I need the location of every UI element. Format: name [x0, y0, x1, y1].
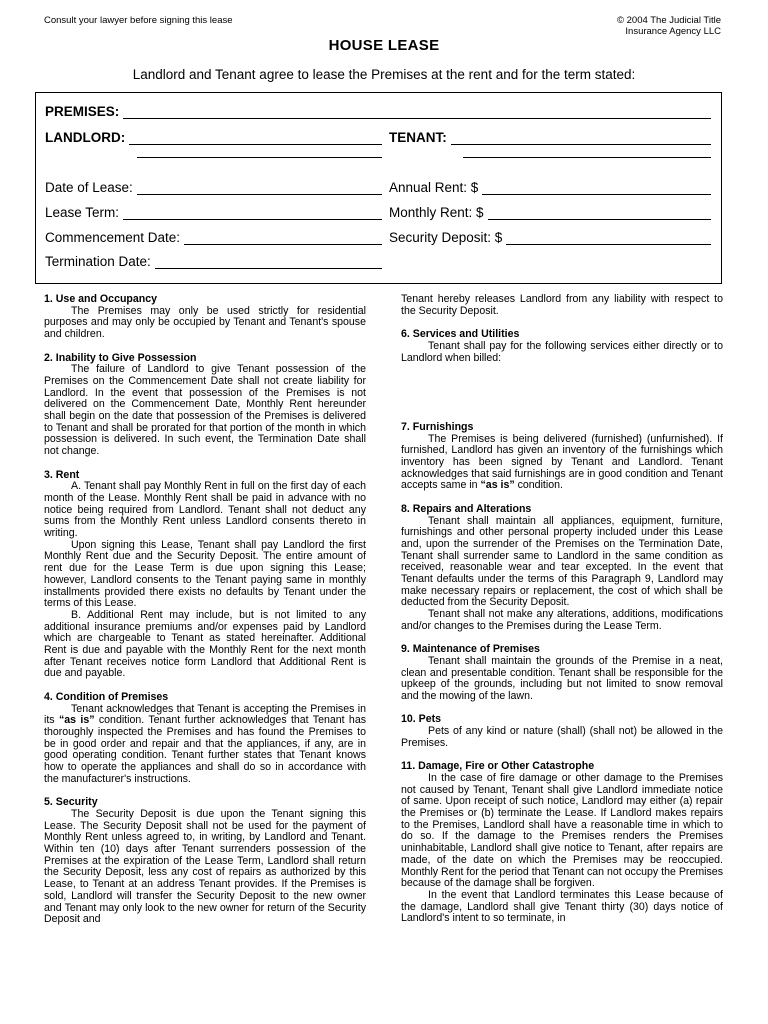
annual-rent-field[interactable] [389, 177, 711, 195]
lawyer-notice: Consult your lawyer before signing this lease [44, 15, 233, 26]
tenant-field[interactable] [389, 127, 711, 145]
section-rent [44, 470, 366, 681]
right-column [401, 294, 723, 937]
section-heading: 6. Services and Utilities [401, 328, 520, 341]
security-deposit-label: Security Deposit: $ [389, 230, 503, 245]
section-text [401, 434, 723, 493]
section-text: In the event that Landlord terminates this Lease because of the damage, Landlord shall give Tenant thirty (30) days notice of Landlord's intent to so terminate, in [401, 888, 723, 925]
section-text [44, 704, 366, 786]
section-heading: 5. Security [44, 796, 98, 809]
section-heading: 9. Maintenance of Premises [401, 643, 540, 656]
section-inability-to-give-possession [44, 353, 366, 458]
commencement-date-field[interactable] [45, 227, 382, 245]
section-services-and-utilities [401, 329, 723, 410]
annual-rent-line[interactable] [482, 179, 711, 195]
section-text: A. Tenant shall pay Monthly Rent in full on the first day of each month of the Lease. Monthly Rent shall be paid in advance with no notice being required from Landlord. Tenant shall not deduct any sums from the Monthly Rent unless Landlord consents thereto in writing. [44, 480, 366, 540]
section-heading: 3. Rent [44, 468, 80, 481]
premises-label: PREMISES: [45, 104, 120, 119]
section-heading: 2. Inability to Give Possession [44, 351, 197, 364]
section-heading: 10. Pets [401, 713, 442, 726]
section-text: Upon signing this Lease, Tenant shall pay Landlord the first Monthly Rent due and the Security Deposit. The entire amount of rent due for the Lease Term is due upon signing this Lease; however, Landlord consents to the Tenant paying same in monthly installments provided there exists no defaults by Tenant under the terms of this Lease. [44, 538, 366, 610]
section-text: In the case of fire damage or other damage to the Premises not caused by Tenant, Tenant shall give Landlord immediate notice of same. Upon receipt of such notice, Landlord may either (a) repair the Premises or (b) terminate the Lease. If Landlord makes repairs to the Premises, Landlord shall have a reasonable time in which to do so. If the damage to the Premises renders the Premises uninhabitable, Landlord shall give notice to Tenant, after repairs are made, of the date on which the Premises may be reoccupied. Monthly Rent for the period that Tenant can not occupy the Premises because of the damage shall be forgiven. [401, 771, 723, 890]
security-deposit-field[interactable] [389, 227, 711, 245]
copyright-notice [617, 15, 721, 37]
section-security [44, 797, 366, 926]
section-text: The Security Deposit is due upon the Tenant signing this Lease. The Security Deposit shall not be used for the payment of Monthly Rent unless agreed to, in writing, by Landlord and Tenant. Within ten (10) days after Tenant surrenders possession of the Premises at the expiration of the Lease Term, Landlord shall return the Security Deposit, less any cost of repairs as authorized by this Lease, to Tenant at an address Tenant provides. If the Premises is sold, Landlord will transfer the Security Deposit to the new owner and Tenant may only look to the new owner for return of the Security Deposit and [44, 807, 366, 926]
section-maintenance-of-premises [401, 644, 723, 703]
termination-date-line[interactable] [155, 253, 382, 269]
monthly-rent-line[interactable] [488, 204, 711, 220]
section-heading: 11. Damage, Fire or Other Catastrophe [401, 760, 595, 773]
section-text: The failure of Landlord to give Tenant possession of the Premises on the Commencement Date shall not create liability for Landlord. In the event that possession of the Premises is not delivered on the Commencement Date, Monthly Rent hereunder shall begin on the date that possession of the Premises is delivered to Tenant and shall be prorated for that portion of the month in which possession is delivered. In such event, the Termination Date shall not change. [44, 363, 366, 458]
section-text: Pets of any kind or nature (shall) (shall not) be allowed in the Premises. [401, 725, 723, 749]
annual-rent-label: Annual Rent: $ [389, 180, 479, 195]
commencement-date-label: Commencement Date: [45, 230, 181, 245]
tenant-line-2[interactable] [463, 156, 711, 158]
tenant-label: TENANT: [389, 130, 447, 145]
landlord-field[interactable] [45, 127, 382, 145]
tenant-line[interactable] [451, 129, 711, 145]
landlord-line-2[interactable] [137, 156, 382, 158]
as-is-emphasis: “as is” [58, 714, 95, 727]
section-heading: 7. Furnishings [401, 420, 474, 433]
section-repairs-and-alterations [401, 504, 723, 633]
section-condition-of-premises [44, 692, 366, 786]
services-blank-area[interactable] [401, 364, 723, 410]
monthly-rent-label: Monthly Rent: $ [389, 205, 484, 220]
lease-term-line[interactable] [123, 204, 382, 220]
date-of-lease-field[interactable] [45, 177, 382, 195]
section-furnishings [401, 422, 723, 492]
section-use-and-occupancy [44, 294, 366, 341]
document-subtitle: Landlord and Tenant agree to lease the Premises at the rent and for the term stated: [132, 67, 636, 82]
lease-term-field[interactable] [45, 202, 382, 220]
termination-date-label: Termination Date: [45, 254, 151, 269]
as-is-emphasis: “as is” [480, 479, 515, 492]
security-deposit-line[interactable] [506, 229, 711, 245]
section-text: Tenant shall maintain the grounds of the Premise in a neat, clean and presentable condition. Tenant shall be responsible for the upkeep of the grounds, including but not limited to snow removal and the mowing of the lawn. [401, 654, 723, 703]
premises-line[interactable] [123, 103, 711, 119]
section-text: B. Additional Rent may include, but is not limited to any additional insurance premiums and/or expenses paid by Landlord which are chargeable to Tenant as stated hereinafter. Additional Rent is due and payable with the Monthly Rent for the next month after Tenant receives notice form Landlord that Additional Rent is due and payable. [44, 608, 366, 680]
landlord-line[interactable] [129, 129, 382, 145]
text-run: Tenant acknowledges that Tenant is accepting the Premises in its [44, 702, 366, 727]
copyright-line-1: © 2004 The Judicial Title [617, 15, 721, 26]
termination-date-field[interactable] [45, 251, 382, 269]
copyright-line-2: Insurance Agency LLC [625, 26, 721, 37]
date-of-lease-line[interactable] [137, 179, 382, 195]
section-text: Tenant hereby releases Landlord from any liability with respect to the Security Deposit. [401, 293, 723, 317]
section-text: Tenant shall maintain all appliances, equipment, furniture, furnishings and other personal property included under this Lease and, upon the surrender of the Premises on the Termination Date, Tenant shall surrender same to Landlord in the same condition as received, reasonable wear and tear excepted. In the event that Tenant defaults under the terms of this Paragraph 9, Landlord may make necessary repairs or replacement, the cost of which shall be deducted from the Security Deposit. [401, 514, 723, 609]
monthly-rent-field[interactable] [389, 202, 711, 220]
landlord-label: LANDLORD: [45, 130, 126, 145]
section-text: The Premises may only be used strictly for residential purposes and may only be occupied by Tenant and Tenant's spouse and children. [44, 304, 366, 341]
section-damage-fire-catastrophe [401, 761, 723, 925]
text-run: condition. [514, 479, 563, 492]
section-security-continued [401, 294, 723, 317]
section-heading: 1. Use and Occupancy [44, 293, 158, 305]
section-text: Tenant shall pay for the following services either directly or to Landlord when billed: [401, 339, 723, 364]
section-heading: 4. Condition of Premises [44, 690, 169, 703]
left-column [44, 294, 366, 938]
section-heading: 8. Repairs and Alterations [401, 502, 532, 515]
premises-field[interactable] [45, 101, 711, 119]
text-run: The Premises is being delivered (furnished) (unfurnished). If furnished, Landlord has given an inventory of the furnishings which inventory has been signed by Tenant and Landlord. Tenant acknowledges that said furnishings are in good condition and Tenant accepts same in [401, 432, 723, 492]
text-run: condition. Tenant further acknowledges that Tenant has thoroughly inspected the Premises and has found the Premises to be in good order and repair and that the appliances, if any, are in good operating condition. Tenant further states that Tenant knows how to operate the appliances and shall do so in accordance with the manufacturer's instructions. [44, 714, 367, 785]
section-pets [401, 714, 723, 749]
section-text: Tenant shall not make any alterations, additions, modifications and/or changes to the Premises during the Lease Term. [401, 608, 723, 632]
date-of-lease-label: Date of Lease: [45, 180, 133, 195]
lease-term-label: Lease Term: [45, 205, 120, 220]
commencement-date-line[interactable] [184, 229, 382, 245]
document-title: HOUSE LEASE [328, 37, 440, 54]
